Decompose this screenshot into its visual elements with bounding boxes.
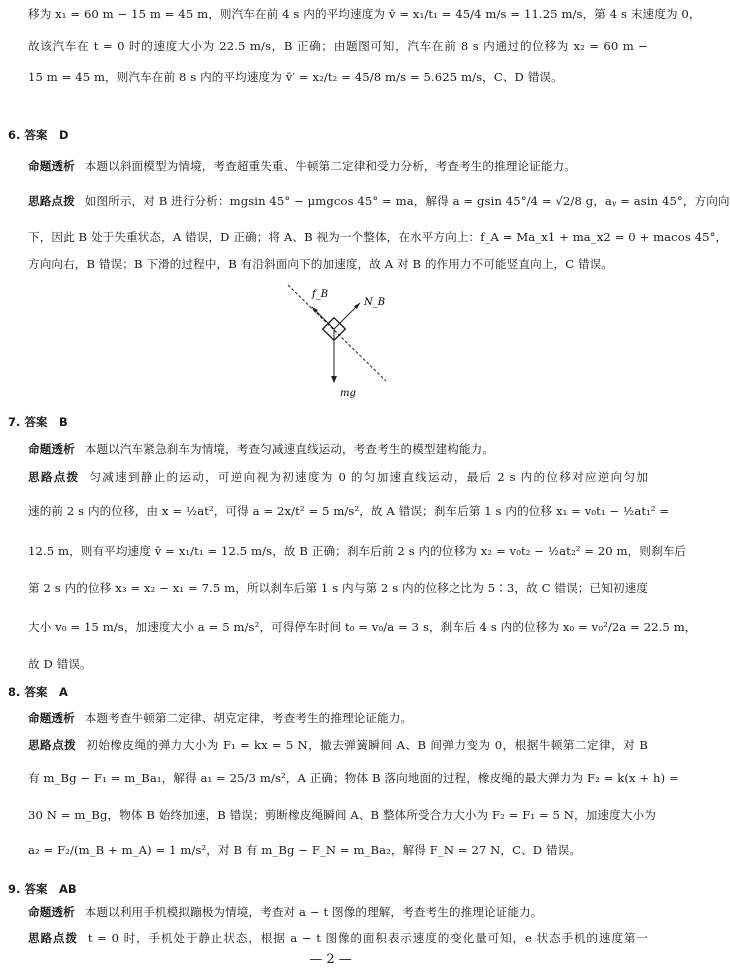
analysis-text: 本题以斜面模型为情境，考查超重失重、牛顿第二定律和受力分析，考查考生的推理论证能力。	[84, 159, 576, 173]
text-line: 故 D 错误。	[28, 657, 92, 671]
text-line: a₂ = F₂/(m_B + m_A) = 1 m/s²，对 B 有 m_Bg − F_N = m_Ba₂，解得 F_N = 27 N，C、D 错误。	[28, 843, 582, 857]
answer-heading-7: 7. 答案 B	[8, 415, 68, 429]
force-diagram	[282, 277, 392, 402]
analysis-text: 本题以汽车紧急刹车为情境，考查匀减速直线运动，考查考生的模型建构能力。	[84, 442, 495, 456]
text-line: 移为 x₁ = 60 m − 15 m = 45 m，则汽车在前 4 s 内的平均速度为 v̄ = x₁/t₁ = 45/4 m/s = 11.25 m/s，第 4 s 末速度为 0，	[28, 7, 701, 21]
solution-label: 思路点拨	[28, 470, 80, 484]
text-line: 方向向右，B 错误；B 下滑的过程中，B 有沿斜面向下的加速度，故 A 对 B 的作用力不可能竖直向上，C 错误。	[28, 257, 614, 271]
solution-line	[28, 737, 648, 753]
text-line: 下，因此 B 处于失重状态，A 错误，D 正确；将 A、B 视为一个整体，在水平方向上：f_A = Ma_x1 + ma_x2 = 0 + macos 45°，	[28, 230, 728, 244]
text-line: 速的前 2 s 内的位移，由 x = ½at²，可得 a = 2x/t² = 5 m/s²，故 A 错误；刹车后第 1 s 内的位移 x₁ = v₀t₁ − ½at₁² =	[28, 504, 670, 518]
friction-label: f_B	[312, 289, 329, 300]
analysis-label: 命题透析	[28, 159, 75, 173]
gravity-label: mg	[340, 388, 356, 399]
solution-label: 思路点拨	[28, 194, 75, 208]
text-line: 30 N = m_Bg，物体 B 始终加速，B 错误；剪断橡皮绳瞬间 A、B 整体所受合力大小为 F₂ = F₁ = 5 N，加速度大小为	[28, 808, 656, 822]
solution-label: 思路点拨	[28, 931, 78, 945]
text-line: 有 m_Bg − F₁ = m_Ba₁，解得 a₁ = 25/3 m/s²，A 正确；物体 B 落向地面的过程，橡皮绳的最大弹力为 F₂ = k(x + h) =	[28, 771, 679, 785]
analysis-line	[28, 441, 648, 457]
answer-heading-6: 6. 答案 D	[8, 128, 69, 142]
normal-label: N_B	[364, 297, 386, 308]
answer-heading-9: 9. 答案 AB	[8, 882, 77, 896]
analysis-text: 本题考查牛顿第二定律、胡克定律，考查考生的推理论证能力。	[84, 711, 413, 725]
solution-label: 思路点拨	[28, 738, 77, 752]
text-line: 故该汽车在 t = 0 时的速度大小为 22.5 m/s，B 正确；由题图可知，汽车在前 8 s 内通过的位移为 x₂ = 60 m −	[28, 39, 648, 53]
text-line: 第 2 s 内的位移 x₃ = x₂ − x₁ = 7.5 m，所以刹车后第 1 s 内与第 2 s 内的位移之比为 5∶3，故 C 错误；已知初速度	[28, 581, 648, 595]
page-number: — 2 —	[309, 952, 352, 967]
solution-line	[28, 469, 648, 485]
answer-heading-8: 8. 答案 A	[8, 685, 68, 699]
analysis-label: 命题透析	[28, 905, 75, 919]
analysis-line	[28, 710, 648, 726]
solution-text: 初始橡皮绳的弹力大小为 F₁ = kx = 5 N，撤去弹簧瞬间 A、B 间弹力变为 0，根据牛顿第二定律，对 B	[86, 738, 648, 752]
text-line: 大小 v₀ = 15 m/s，加速度大小 a = 5 m/s²，可得停车时间 t₀ = v₀/a = 3 s，刹车后 4 s 内的位移为 x₀ = v₀²/2a = 22.5 m，	[28, 620, 697, 634]
solution-text: t = 0 时，手机处于静止状态，根据 a − t 图像的面积表示速度的变化量可知，e 状态手机的速度第一	[87, 931, 648, 945]
analysis-line	[28, 904, 648, 920]
analysis-text: 本题以利用手机模拟蹦极为情境，考查对 a − t 图像的理解，考查考生的推理论证能力。	[84, 905, 543, 919]
text-line: 15 m = 45 m，则汽车在前 8 s 内的平均速度为 v̄′ = x₂/t₂ = 45/8 m/s = 5.625 m/s，C、D 错误。	[28, 70, 563, 84]
gravity-arrowhead	[331, 376, 337, 383]
solution-text: 匀减速到静止的运动，可逆向视为初速度为 0 的匀加速直线运动，最后 2 s 内的位移对应逆向匀加	[89, 470, 648, 484]
solution-line	[28, 930, 648, 946]
solution-line	[28, 193, 730, 209]
solution-text: 如图所示，对 B 进行分析：mgsin 45° − μmgcos 45° = ma，解得 a = gsin 45°/4 = √2/8 g，aᵧ = asin 45°，方向向	[84, 194, 730, 208]
text-line: 12.5 m，则有平均速度 v̄ = x₁/t₁ = 12.5 m/s，故 B 正确；刹车后前 2 s 内的位移为 x₂ = v₀t₂ − ½at₂² = 20 m，则刹车后	[28, 544, 687, 558]
analysis-line	[28, 158, 648, 174]
analysis-label: 命题透析	[28, 442, 75, 456]
analysis-label: 命题透析	[28, 711, 75, 725]
